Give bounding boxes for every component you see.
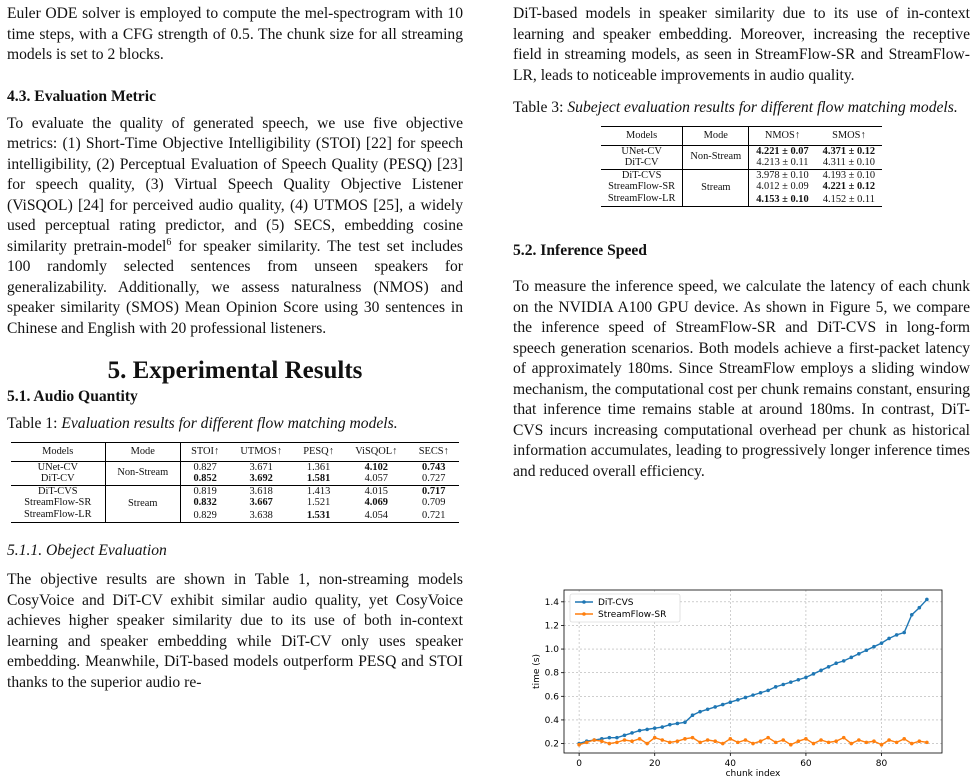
x-tick-label: 80 xyxy=(875,759,888,769)
t3-mode-stream: Stream xyxy=(683,169,749,207)
x-tick-label: 0 xyxy=(576,759,582,769)
data-point xyxy=(736,698,740,702)
data-point xyxy=(683,720,687,724)
table1-caption: Table 1: Evaluation results for different flow matching models. xyxy=(7,415,398,432)
data-point xyxy=(660,738,664,742)
data-point xyxy=(918,606,922,610)
table3-caption: Table 3: Subeject evaluation results for different flow matching models. xyxy=(513,99,958,116)
data-point xyxy=(744,738,748,742)
y-tick-label: 0.6 xyxy=(544,692,559,703)
data-point xyxy=(887,738,891,742)
subsection-heading-objective-evaluation: 5.1.1. Obeject Evaluation xyxy=(7,542,167,559)
table-row: DiT-CV 0.852 3.692 1.581 4.057 0.727 xyxy=(11,473,459,485)
data-point xyxy=(683,737,687,741)
table-row: StreamFlow-SR 4.012 ± 0.09 4.221 ± 0.12 xyxy=(601,181,882,193)
data-point xyxy=(736,741,740,745)
legend-label: DiT-CVS xyxy=(598,598,634,608)
data-point xyxy=(842,659,846,663)
data-point xyxy=(895,741,899,745)
data-point xyxy=(827,741,831,745)
data-point xyxy=(600,739,604,743)
data-point xyxy=(865,648,869,652)
data-point xyxy=(623,738,627,742)
latency-chart xyxy=(530,586,950,777)
table-row: UNet-CV Non-Stream 4.221 ± 0.07 4.371 ± 0.12 xyxy=(601,145,882,157)
data-point xyxy=(608,736,612,740)
data-point xyxy=(774,685,778,689)
data-point xyxy=(630,739,634,743)
data-point xyxy=(895,633,899,637)
data-point xyxy=(797,739,801,743)
data-point xyxy=(812,672,816,676)
y-tick-label: 0.4 xyxy=(544,715,559,726)
data-point xyxy=(759,691,763,695)
t1-header: Mode xyxy=(105,443,180,462)
data-point xyxy=(676,722,680,726)
table-row: StreamFlow-LR 4.153 ± 0.10 4.152 ± 0.11 xyxy=(601,193,882,207)
data-point xyxy=(713,739,717,743)
data-point xyxy=(623,733,627,737)
t1-mode-nonstream: Non-Stream xyxy=(105,461,180,485)
legend-marker xyxy=(582,600,586,604)
data-point xyxy=(645,728,649,732)
table-row: DiT-CVS Stream 3.978 ± 0.10 4.193 ± 0.10 xyxy=(601,169,882,181)
data-point xyxy=(827,665,831,669)
data-point xyxy=(812,742,816,746)
data-point xyxy=(676,739,680,743)
section-heading-inference-speed: 5.2. Inference Speed xyxy=(513,242,647,259)
data-point xyxy=(691,713,695,717)
data-point xyxy=(902,737,906,741)
data-point xyxy=(615,741,619,745)
data-point xyxy=(751,742,755,746)
data-point xyxy=(585,741,589,745)
t3-mode-nonstream: Non-Stream xyxy=(683,145,749,169)
data-point xyxy=(910,613,914,617)
section-heading-evaluation-metric: 4.3. Evaluation Metric xyxy=(7,87,156,105)
data-point xyxy=(751,693,755,697)
x-axis-label: chunk index xyxy=(725,769,781,777)
t1-mode-stream: Stream xyxy=(105,485,180,523)
data-point xyxy=(789,680,793,684)
table-row: DiT-CVS Stream 0.819 3.618 1.413 4.015 0.717 xyxy=(11,485,459,497)
table-row: DiT-CV 4.213 ± 0.11 4.311 ± 0.10 xyxy=(601,157,882,169)
data-point xyxy=(781,683,785,687)
x-tick-label: 20 xyxy=(648,759,661,769)
paragraph-solver: Euler ODE solver is employed to compute the mel-spectrogram with 10 time steps, with a CFG strength of 0.5. The chunk size for all streaming models is set to 2 blocks. xyxy=(7,5,463,63)
legend-marker xyxy=(582,612,586,616)
data-point xyxy=(630,731,634,735)
paragraph-inference-speed: To measure the inference speed, we calculate the latency of each chunk on the NVIDIA A100 GPU device. As shown in Figure 5, we compare the inference speed of StreamFlow-SR and DiT-CVS in long-form speech generation scenarios. Both models achieve a first-packet latency of approximately 180ms. Since StreamFlow employs a sliding window mechanism, the computational cost per chunk remains constant, ensuring that inference time remains stable at around 180ms. In contrast, DiT-CVS incurs increasing computational overhead per chunk as historical information accumulates, leading to progressively longer inference times and reduced overall efficiency. xyxy=(513,278,970,480)
section-heading-audio-quantity: 5.1. Audio Quantity xyxy=(7,388,138,405)
data-point xyxy=(698,741,702,745)
t3-header: Models xyxy=(601,127,683,146)
data-point xyxy=(766,736,770,740)
data-point xyxy=(797,678,801,682)
data-point xyxy=(842,736,846,740)
data-point xyxy=(834,661,838,665)
y-tick-label: 1.0 xyxy=(544,645,559,656)
data-point xyxy=(880,641,884,645)
data-point xyxy=(865,741,869,745)
data-point xyxy=(668,741,672,745)
data-point xyxy=(638,729,642,733)
data-point xyxy=(759,739,763,743)
data-point xyxy=(668,723,672,727)
t1-header: PESQ↑ xyxy=(303,446,334,457)
y-axis-label: time (s) xyxy=(532,654,542,689)
data-point xyxy=(902,631,906,635)
data-point xyxy=(918,739,922,743)
table1 xyxy=(11,442,459,523)
y-tick-label: 0.8 xyxy=(544,668,559,679)
data-point xyxy=(713,705,717,709)
t3-header: Mode xyxy=(683,127,749,146)
t1-header: SECS↑ xyxy=(418,446,449,457)
t3-header: NMOS↑ xyxy=(764,130,801,141)
t1-header: UTMOS↑ xyxy=(240,446,282,457)
paragraph-objective-evaluation: The objective results are shown in Table 1, non-streaming models CosyVoice and DiT-CV exhibit similar audio quality, yet CosyVoice achieves higher speaker similarity due to its use of both in-context learning and speaker embedding while DiT-CV only uses speaker embedding. Meanwhile, DiT-based models outperform PESQ and STOI thanks to the superior audio re- xyxy=(7,571,463,691)
paragraph-evaluation-metric: To evaluate the quality of generated speech, we use five objective metrics: (1) Short-Time Objective Intelligibility (STOI) [22] for speech intelligibility, (2) Perceptual Evaluation of Speech Quality (PESQ) [23] for speech quality, (3) Virtual Speech Quality Objective Listener (ViSQOL) [24] for perceived audio quality, (4) UTMOS [25], a widely used perceptual rating predictor, and (5) SECS, embedding cosine similarity pretrain-model$^6$ for speaker similarity. The test set includes 100 randomly selected sentences from unseen speakers for generalizability. Additionally, we assess naturalness (NMOS) and speaker similarity (SMOS) Mean Opinion Score using 30 sentences in Chinese and English with 20 professional listeners. xyxy=(7,114,463,337)
data-point xyxy=(592,738,596,742)
data-point xyxy=(698,710,702,714)
data-point xyxy=(729,737,733,741)
paragraph-dit-similarity: DiT-based models in speaker similarity due to its use of in-context learning and speaker embedding. Moreover, increasing the receptive field in streaming models, as seen in StreamFlow-SR and StreamFlow-LR, leads to noticeable improvements in audio quality. xyxy=(513,5,970,84)
data-point xyxy=(781,738,785,742)
data-point xyxy=(721,703,725,707)
data-point xyxy=(691,736,695,740)
legend-label: StreamFlow-SR xyxy=(598,610,667,620)
y-tick-label: 1.4 xyxy=(544,597,559,608)
x-tick-label: 40 xyxy=(724,759,737,769)
data-point xyxy=(706,707,710,711)
data-point xyxy=(653,736,657,740)
data-point xyxy=(789,743,793,747)
data-point xyxy=(819,669,823,673)
data-point xyxy=(638,737,642,741)
t1-header: ViSQOL↑ xyxy=(355,446,398,457)
data-point xyxy=(925,741,929,745)
right-column xyxy=(513,0,970,482)
data-point xyxy=(925,598,929,602)
data-point xyxy=(721,742,725,746)
data-point xyxy=(774,741,778,745)
data-point xyxy=(660,725,664,729)
data-point xyxy=(706,738,710,742)
data-point xyxy=(857,652,861,656)
data-point xyxy=(834,739,838,743)
data-point xyxy=(608,742,612,746)
data-point xyxy=(653,726,657,730)
data-point xyxy=(819,738,823,742)
table3 xyxy=(601,126,882,207)
data-point xyxy=(729,700,733,704)
t3-header: SMOS↑ xyxy=(832,130,866,141)
data-point xyxy=(744,696,748,700)
x-tick-label: 60 xyxy=(800,759,812,769)
data-point xyxy=(766,689,770,693)
data-point xyxy=(849,656,853,660)
y-tick-label: 1.2 xyxy=(544,621,559,632)
t1-header: Models xyxy=(11,443,105,462)
data-point xyxy=(872,645,876,649)
section-heading-experimental-results: 5. Experimental Results xyxy=(107,357,363,384)
data-point xyxy=(880,743,884,747)
data-point xyxy=(872,739,876,743)
data-point xyxy=(615,736,619,740)
left-column xyxy=(7,0,463,693)
table-row: StreamFlow-SR 0.832 3.667 1.521 4.069 0.709 xyxy=(11,497,459,509)
data-point xyxy=(645,742,649,746)
t1-header: STOI↑ xyxy=(191,446,220,457)
table-row: StreamFlow-LR 0.829 3.638 1.531 4.054 0.721 xyxy=(11,509,459,523)
data-point xyxy=(804,737,808,741)
data-point xyxy=(857,738,861,742)
data-point xyxy=(910,742,914,746)
table-row: UNet-CV Non-Stream 0.827 3.671 1.361 4.102 0.743 xyxy=(11,461,459,473)
data-point xyxy=(849,742,853,746)
y-tick-label: 0.2 xyxy=(544,739,559,750)
data-point xyxy=(887,637,891,641)
data-point xyxy=(577,743,581,747)
data-point xyxy=(804,676,808,680)
